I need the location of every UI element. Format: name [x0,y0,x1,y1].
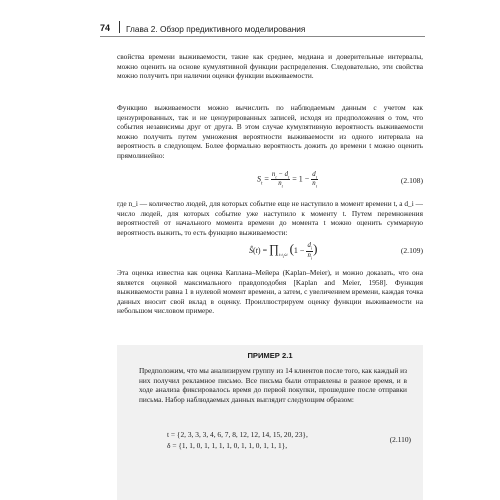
equation-2-109-formula: Ŝ(t) = $\prod_{i:t_i\le t}$ (1 − $\frac{d_i}{n_i}$ ) [249,241,318,261]
equation-number-2-110: (2.110) [389,435,411,444]
page-number: 74 [100,23,111,33]
example-title: ПРИМЕР 2.1 [247,351,293,360]
t-vector-line: t = {2, 3, 3, 3, 4, 6, 7, 8, 12, 12, 14, 15, 20, 23}, [167,430,308,439]
equation-2-109 [117,238,423,268]
equation-2-108 [117,168,423,194]
paragraph-4: Эта оценка известна как оценка Каплана–Мейера (Kaplan–Meier), и можно доказать, что она является оценкой максимального правдоподобия [Kaplan and Meier, 1958]. Функция выживаемости равна 1 в нулевой момент времени, а затем, с увеличением времени, каждая точка данных вносит свой вклад в оценку. Проиллюстрируем оценку функции выживаемости на небольшом числовом примере. [117,268,423,316]
equation-2-108-formula: $S_t$ = $\frac{n_t - d_t}{n_t}$ = 1 − $\frac{d_t}{n_t}$ [257,171,317,189]
equation-number-2-109: (2.109) [400,246,423,255]
paragraph-3: где n_i — количество людей, для которых событие еще не наступило в момент времени t, а d_i — число людей, для которых событие уже наступило к моменту t. Путем перемножения вероятностей от начального момента времени до момента t можно оценить суммарную вероятность выжить, то есть функцию выживаемости: [117,199,423,237]
example-data-equation [167,429,308,451]
chapter-title: Глава 2. Обзор предиктивного моделирования [126,24,306,34]
paragraph-1: свойства времени выживаемости, такие как среднее, медиана и доверительные интервалы, можно оценить на основе кумулятивной функции распределения. Следовательно, эти свойства можно получить при наличии оценки функции выживаемости. [117,52,423,81]
page-header [100,23,425,37]
equation-number-2-108: (2.108) [400,176,423,185]
delta-vector-line: δ = {1, 1, 0, 1, 1, 1, 1, 0, 1, 1, 0, 1, 1, 1}, [167,441,288,450]
header-rule [100,36,425,37]
paragraph-2: Функцию выживаемости можно вычислить по наблюдаемым данным с учетом как цензурированных, так и не цензурированных записей, исходя из предположения о том, что события независимы друг от друга. В этом случае кумулятивную вероятность выживаемости можно получить путем умножения вероятности выживаемости из одного интервала на вероятность в следующем. Более формально вероятность дожить до времени t можно оценить прямолинейно: [117,103,423,160]
header-separator [119,21,120,33]
example-box [117,345,423,500]
example-text: Предположим, что мы анализируем группу из 14 клиентов после того, как каждый из них получил рекламное письмо. Все письма были отправлены в разное время, и в ходе анализа фиксировалось время до первой покупки, прошедшее после отправки письма. Набор наблюдаемых данных выглядит следующим образом: [139,366,407,404]
